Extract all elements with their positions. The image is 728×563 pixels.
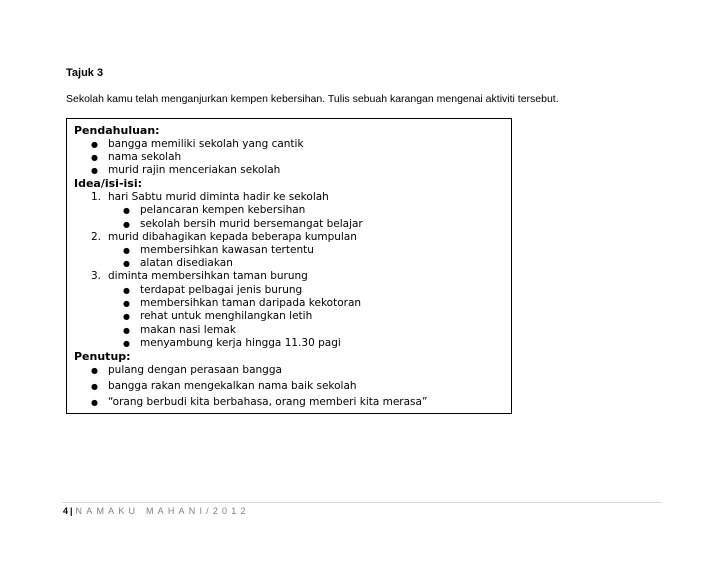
footer-divider bbox=[62, 502, 662, 503]
question-instruction: Sekolah kamu telah menganjurkan kempen kebersihan. Tulis sebuah karangan mengenai aktiviti tersebut. bbox=[66, 93, 559, 105]
list-item: ● makan nasi lemak bbox=[140, 324, 236, 337]
idea-point-2 bbox=[91, 231, 357, 244]
footer-author: NAMAKU MAHANI/2012 bbox=[75, 506, 250, 516]
idea-text: diminta membersihkan taman burung bbox=[108, 270, 308, 282]
idea-point-3 bbox=[91, 270, 308, 283]
idea-number: 1. bbox=[91, 191, 102, 203]
list-item: ● membersihkan taman daripada kekotoran bbox=[140, 297, 361, 310]
idea-text: hari Sabtu murid diminta hadir ke sekolah bbox=[108, 191, 329, 203]
idea-number: 2. bbox=[91, 231, 102, 243]
list-item: ● nama sekolah bbox=[108, 151, 181, 164]
outline-box bbox=[66, 118, 512, 414]
list-item: ● menyambung kerja hingga 11.30 pagi bbox=[140, 337, 341, 350]
idea-number: 3. bbox=[91, 270, 102, 282]
list-item: ● membersihkan kawasan tertentu bbox=[140, 244, 314, 257]
idea-point-1 bbox=[91, 191, 329, 204]
list-item: ● rehat untuk menghilangkan letih bbox=[140, 310, 312, 323]
list-item: ● murid rajin menceriakan sekolah bbox=[108, 164, 280, 177]
list-item: ● bangga rakan mengekalkan nama baik sekolah bbox=[108, 380, 357, 393]
list-item: ● pulang dengan perasaan bangga bbox=[108, 364, 282, 377]
list-item: ● pelancaran kempen kebersihan bbox=[140, 204, 305, 217]
ideas-heading: Idea/isi-isi: bbox=[74, 177, 143, 190]
list-item: ● “orang berbudi kita berbahasa, orang memberi kita merasa” bbox=[108, 396, 427, 409]
intro-heading: Pendahuluan: bbox=[74, 124, 160, 137]
list-item: ● terdapat pelbagai jenis burung bbox=[140, 284, 302, 297]
list-item: ● alatan disediakan bbox=[140, 257, 233, 270]
list-item: ● bangga memiliki sekolah yang cantik bbox=[108, 138, 304, 151]
page-number: 4 bbox=[63, 506, 69, 516]
page-footer bbox=[63, 506, 250, 516]
closing-heading: Penutup: bbox=[74, 350, 131, 363]
question-title: Tajuk 3 bbox=[66, 67, 104, 79]
footer-separator: | bbox=[70, 506, 73, 516]
idea-text: murid dibahagikan kepada beberapa kumpulan bbox=[108, 231, 357, 243]
list-item: ● sekolah bersih murid bersemangat belajar bbox=[140, 218, 363, 231]
